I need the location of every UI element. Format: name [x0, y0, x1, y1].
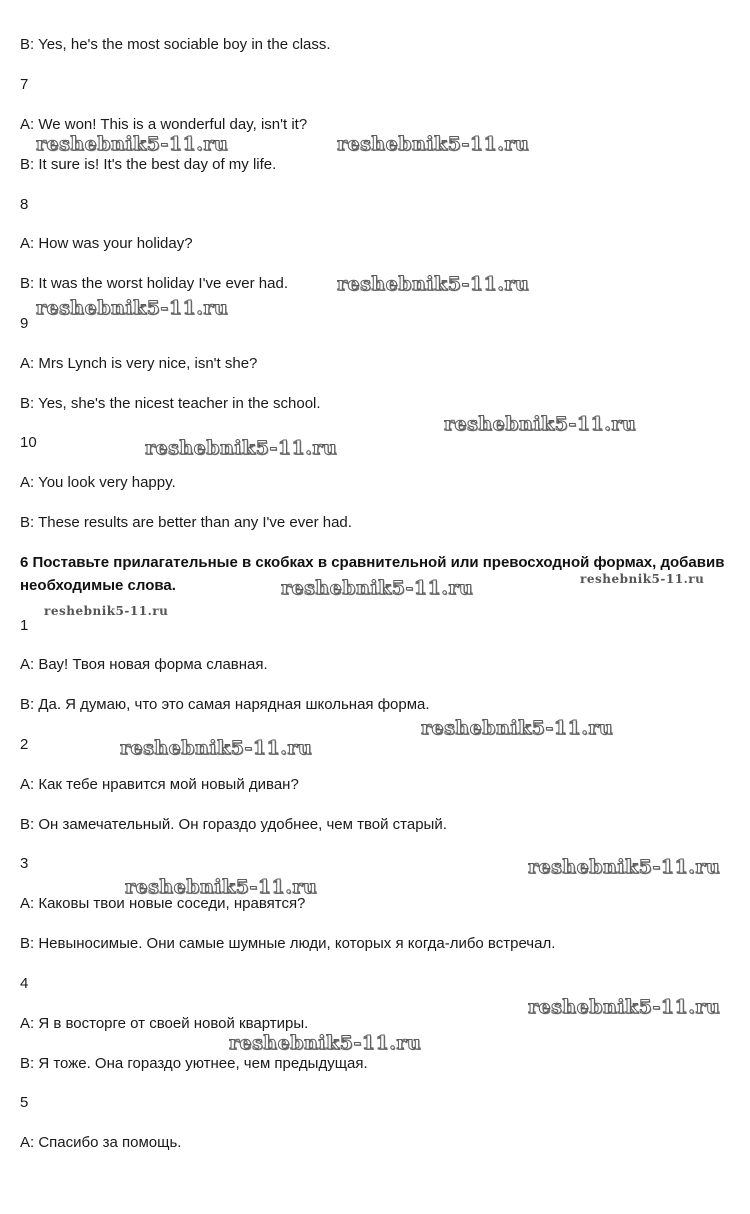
item-number: 9 — [20, 315, 29, 332]
dialogue-line: А: Спасибо за помощь. — [20, 1134, 182, 1151]
dialogue-line: A: How was your holiday? — [20, 235, 193, 252]
watermark: reshebnik5-11.ru — [528, 856, 721, 878]
watermark: reshebnik5-11.ru — [36, 297, 229, 319]
watermark: reshebnik5-11.ru — [36, 133, 229, 155]
exercise-heading: 6 Поставьте прилагательные в скобках в сравнительной или превосходной формах, добавив необходимые слова. — [20, 554, 725, 594]
item-number: 5 — [20, 1094, 29, 1111]
dialogue-line: A: You look very happy. — [20, 474, 176, 491]
dialogue-line: A: We won! This is a wonderful day, isn't it? — [20, 116, 308, 133]
watermark: reshebnik5-11.ru — [337, 273, 530, 295]
item-number: 2 — [20, 736, 29, 753]
dialogue-line: B: It sure is! It's the best day of my life. — [20, 156, 277, 173]
item-number: 3 — [20, 855, 29, 872]
watermark: reshebnik5-11.ru — [145, 437, 338, 459]
watermark: reshebnik5-11.ru — [44, 604, 169, 618]
dialogue-line: В: Да. Я думаю, что это самая нарядная школьная форма. — [20, 696, 430, 713]
item-number: 8 — [20, 196, 29, 213]
watermark: reshebnik5-11.ru — [120, 737, 313, 759]
watermark: reshebnik5-11.ru — [125, 876, 318, 898]
dialogue-line: А: Каковы твои новые соседи, нравятся? — [20, 895, 306, 912]
dialogue-line: B: Yes, he's the most sociable boy in the class. — [20, 36, 331, 53]
watermark: reshebnik5-11.ru — [528, 996, 721, 1018]
item-number: 4 — [20, 975, 29, 992]
watermark: reshebnik5-11.ru — [421, 717, 614, 739]
watermark: reshebnik5-11.ru — [444, 413, 637, 435]
dialogue-line: А: Я в восторге от своей новой квартиры. — [20, 1015, 309, 1032]
watermark: reshebnik5-11.ru — [337, 133, 530, 155]
item-number: 1 — [20, 617, 29, 634]
dialogue-line: B: It was the worst holiday I've ever had. — [20, 275, 288, 292]
watermark: reshebnik5-11.ru — [281, 577, 474, 599]
dialogue-line: В: Он замечательный. Он гораздо удобнее, чем твой старый. — [20, 816, 447, 833]
dialogue-line: B: Yes, she's the nicest teacher in the school. — [20, 395, 321, 412]
watermark: reshebnik5-11.ru — [229, 1032, 422, 1054]
item-number: 10 — [20, 434, 37, 451]
dialogue-line: А: Как тебе нравится мой новый диван? — [20, 776, 299, 793]
dialogue-line: В: Я тоже. Она гораздо уютнее, чем предыдущая. — [20, 1055, 368, 1072]
watermark: reshebnik5-11.ru — [580, 572, 705, 586]
item-number: 7 — [20, 76, 29, 93]
dialogue-line: А: Вау! Твоя новая форма славная. — [20, 656, 268, 673]
dialogue-line: A: Mrs Lynch is very nice, isn't she? — [20, 355, 258, 372]
dialogue-line: B: These results are better than any I've ever had. — [20, 514, 352, 531]
dialogue-line: В: Невыносимые. Они самые шумные люди, которых я когда-либо встречал. — [20, 935, 556, 952]
